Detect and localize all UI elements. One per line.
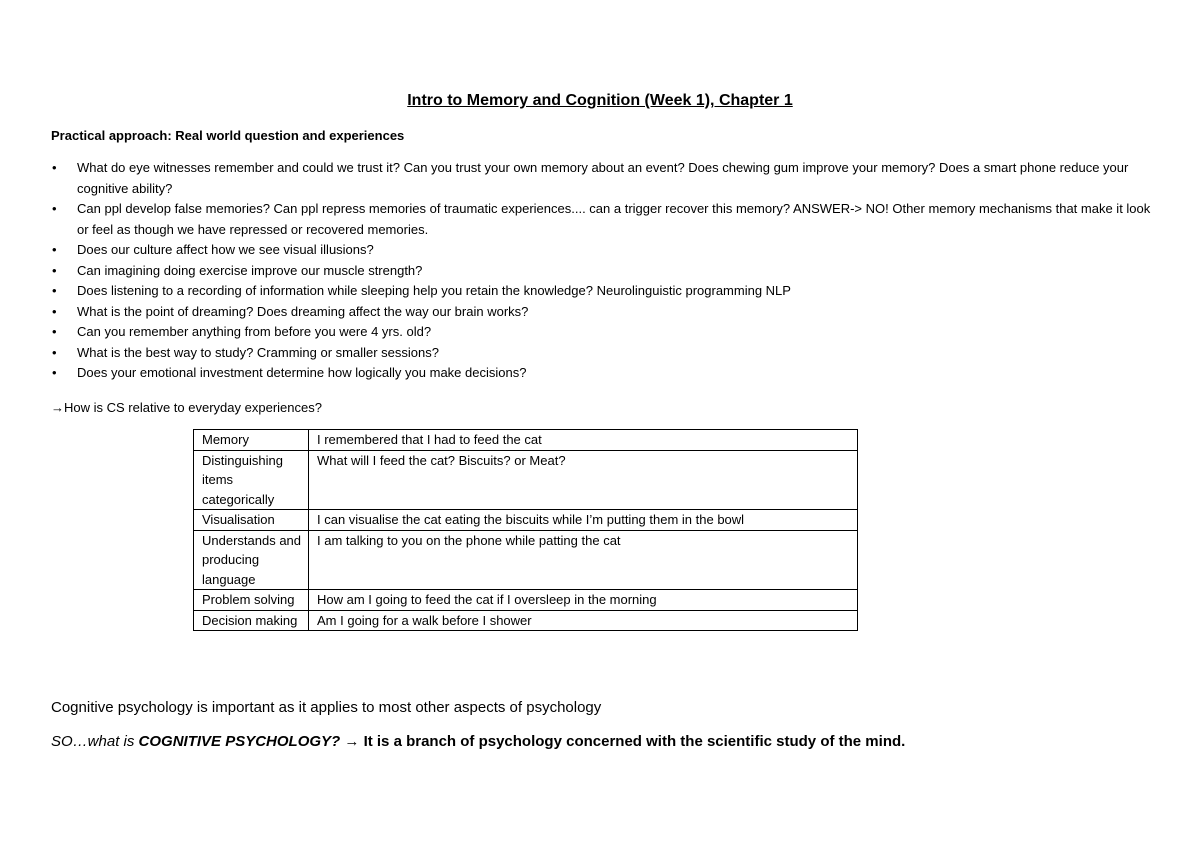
list-item-text: What is the point of dreaming? Does dreaming affect the way our brain works? — [77, 303, 529, 319]
cognitive-examples-table — [193, 429, 858, 631]
table-cell-label: Visualisation — [194, 510, 309, 531]
document-title: Intro to Memory and Cognition (Week 1), Chapter 1 — [407, 92, 793, 109]
bullet-icon: • — [52, 365, 57, 380]
table-cell-example: I can visualise the cat eating the biscuits while I’m putting them in the bowl — [309, 510, 858, 531]
table-cell-example: I remembered that I had to feed the cat — [309, 430, 858, 451]
bullet-icon: • — [52, 344, 57, 360]
bullet-icon: • — [52, 201, 57, 216]
bullet-icon: • — [52, 242, 57, 257]
section-subheading: Practical approach: Real world question and experiences — [51, 128, 405, 143]
list-item — [51, 158, 1151, 199]
table-row — [194, 530, 858, 590]
definition-term: COGNITIVE PSYCHOLOGY? — [138, 733, 341, 750]
list-item — [51, 322, 1151, 343]
table-row — [194, 610, 858, 631]
bullet-icon: • — [52, 303, 57, 319]
bullet-icon: • — [52, 324, 57, 339]
list-item — [51, 261, 1151, 282]
list-item-text: Can you remember anything from before you were 4 yrs. old? — [77, 324, 432, 339]
list-item — [51, 363, 1151, 384]
table-cell-example: How am I going to feed the cat if I oversleep in the morning — [309, 590, 858, 611]
question-bullet-list — [51, 158, 1151, 384]
list-item-text: Can imagining doing exercise improve our muscle strength? — [77, 262, 423, 278]
list-item-text: Does listening to a recording of information while sleeping help you retain the knowledge? Neurolinguistic programming NLP — [77, 283, 791, 298]
bullet-icon: • — [52, 283, 57, 298]
definition-text: It is a branch of psychology concerned with the scientific study of the mind. — [363, 733, 906, 750]
table-row — [194, 510, 858, 531]
arrow-right-icon: → — [340, 733, 364, 750]
summary-statement: Cognitive psychology is important as it applies to most other aspects of psychology — [51, 699, 602, 716]
list-item — [51, 343, 1151, 364]
table-cell-example: I am talking to you on the phone while patting the cat — [309, 530, 858, 590]
table-cell-label: Problem solving — [194, 590, 309, 611]
list-item-text: Does our culture affect how we see visual illusions? — [77, 242, 374, 257]
list-item — [51, 199, 1151, 240]
table-cell-example: Am I going for a walk before I shower — [309, 610, 858, 631]
definition-lead: SO…what is — [51, 733, 139, 750]
table-cell-label: Decision making — [194, 610, 309, 631]
table-row — [194, 430, 858, 451]
table-row — [194, 590, 858, 611]
bullet-icon: • — [52, 262, 57, 278]
list-item — [51, 240, 1151, 261]
list-item-text: Does your emotional investment determine how logically you make decisions? — [77, 365, 527, 380]
list-item-text: Can ppl develop false memories? Can ppl repress memories of traumatic experiences.... can a trigger recover this memory? ANSWER-> NO! Other memory mechanisms that make it look or feel as though we have repressed or recovered memories. — [77, 201, 1151, 237]
everyday-experiences-heading: →How is CS relative to everyday experiences? — [51, 400, 322, 415]
table-cell-label: Understands and producing language — [194, 530, 309, 590]
list-item-text: What is the best way to study? Cramming or smaller sessions? — [77, 344, 439, 360]
table-cell-example: What will I feed the cat? Biscuits? or Meat? — [309, 450, 858, 510]
list-item — [51, 302, 1151, 323]
table-cell-label: Memory — [194, 430, 309, 451]
table-row — [194, 450, 858, 510]
list-item — [51, 281, 1151, 302]
bullet-icon: • — [52, 160, 57, 175]
table-cell-label: Distinguishing items categorically — [194, 450, 309, 510]
list-item-text: What do eye witnesses remember and could we trust it? Can you trust your own memory about an event? Does chewing gum improve your memory? Does a smart phone reduce your cognitive ability? — [77, 160, 1129, 196]
definition-statement — [51, 731, 905, 753]
